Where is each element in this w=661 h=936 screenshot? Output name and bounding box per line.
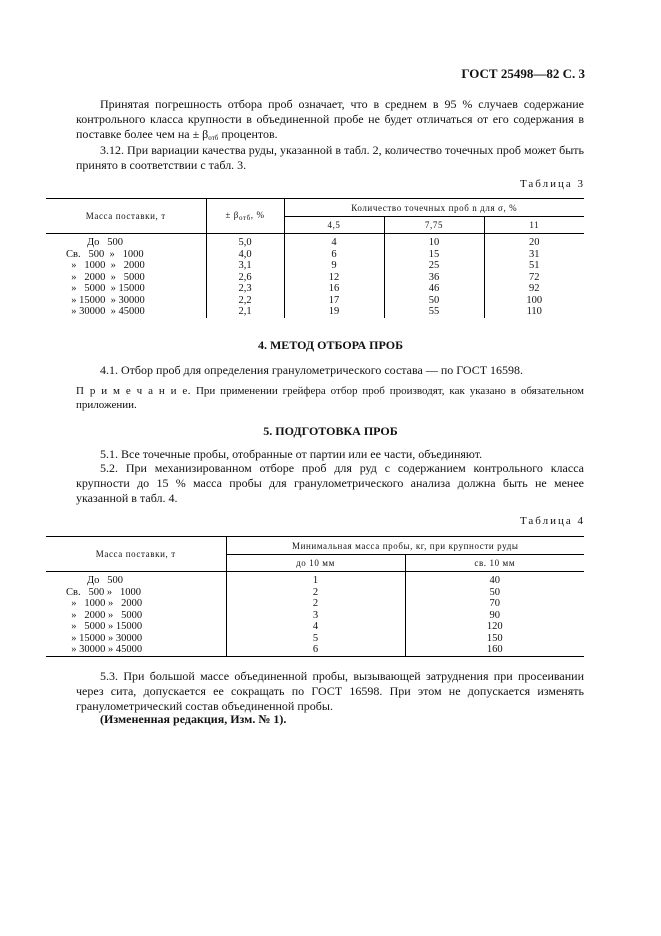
- table3-cell-value: 10: [384, 234, 484, 249]
- table-row: [46, 621, 584, 633]
- table3-cell-beta: 2,6: [206, 272, 284, 284]
- table3-cell-value: 19: [284, 306, 384, 318]
- table4-subheader: до 10 мм: [226, 555, 405, 572]
- table3-subheader: 11: [484, 217, 584, 234]
- table3-cell-mass: » 30000 » 45000: [46, 306, 206, 318]
- table4-cell-value: 2: [226, 587, 405, 599]
- table4-cell-value: 120: [486, 621, 503, 632]
- table3-cell-value: 72: [529, 271, 540, 283]
- table3-cell-value: 31: [529, 248, 540, 260]
- table-row: [46, 260, 584, 272]
- table4-cell-value: 50: [489, 586, 500, 598]
- table3-cell-mass: » 15000 » 30000: [46, 295, 206, 307]
- table-row: [46, 610, 584, 622]
- table3-subheader: 4,5: [284, 217, 384, 234]
- table4-cell-value: 70: [489, 598, 500, 609]
- paragraph-5-2: 5.2. При механизированном отборе проб для руд с содержанием контрольного класса крупности до 15 % масса пробы для гранулометрического анализа должна быть не менее указанной в табл. 4.: [76, 461, 584, 505]
- table-4: [46, 536, 584, 657]
- table3-cell-mass: » 1000 » 2000: [46, 260, 206, 272]
- table3-cell-value: 9: [284, 260, 384, 272]
- table3-cell-value: 15: [384, 249, 484, 261]
- page-header: ГОСТ 25498—82 С. 3: [461, 66, 585, 81]
- table-row: [46, 633, 584, 645]
- table-row: [46, 306, 584, 318]
- note-text: При применении грейфера отбор проб производят, как указано в обязательном приложении.: [76, 385, 585, 411]
- table4-cell-value: 150: [486, 632, 503, 644]
- table-row: [46, 572, 584, 587]
- section-5-heading: 5. ПОДГОТОВКА ПРОБ: [263, 424, 398, 438]
- table3-cell-beta: 5,0: [206, 234, 284, 249]
- table4-cell-value: 160: [405, 644, 584, 656]
- paragraph-5-1: 5.1. Все точечные пробы, отобранные от партии или ее части, объединяют.: [100, 447, 483, 461]
- table3-cell-value: 20: [529, 237, 540, 248]
- table3-cell-value: 50: [384, 295, 484, 307]
- paragraph-error-definition: Принятая погрешность отбора проб означает, что в среднем в 95 % случаев содержание контрольного класса крупности в объединенной пробе не будет отличаться от его содержания в поставке более чем на ± $\beta_{отб}$ процентов.: [76, 97, 584, 142]
- table4-cell-mass: » 5000 » 15000: [46, 621, 226, 633]
- table3-cell-value: 100: [526, 294, 543, 306]
- table4-subheader: св. 10 мм: [405, 555, 584, 572]
- table3-cell-value: 16: [284, 283, 384, 295]
- paragraph-4-1: 4.1. Отбор проб для определения гранулометрического состава — по ГОСТ 16598.: [100, 363, 524, 377]
- table-row: [46, 283, 584, 295]
- table-row: [46, 234, 584, 249]
- table3-header-beta: ± $\beta_{отб}$, %: [206, 199, 284, 234]
- table3-cell-beta: 2,3: [206, 283, 284, 295]
- table4-cell-mass: » 30000 » 45000: [46, 644, 226, 656]
- table4-cell-mass: До 500: [46, 572, 226, 587]
- table4-cell-value: 1: [226, 572, 405, 587]
- table3-cell-value: 12: [284, 272, 384, 284]
- table-row: [46, 587, 584, 599]
- table4-header-mass: Масса поставки, т: [46, 537, 226, 572]
- note-label: П р и м е ч а н и е.: [76, 385, 192, 397]
- table-row: [46, 644, 584, 656]
- table3-cell-value: 51: [529, 260, 540, 271]
- table3-cell-value: 6: [284, 249, 384, 261]
- table-row: [46, 272, 584, 284]
- table4-cell-value: 40: [489, 575, 500, 586]
- table3-cell-value: 46: [384, 283, 484, 295]
- table3-cell-mass: » 2000 » 5000: [46, 272, 206, 284]
- table3-cell-beta: 2,1: [206, 306, 284, 318]
- table4-caption: Таблица 4: [519, 515, 585, 527]
- table4-cell-mass: Св. 500 » 1000: [46, 587, 226, 599]
- table4-cell-value: 2: [226, 598, 405, 610]
- table3-cell-value: 17: [284, 295, 384, 307]
- table4-cell-mass: » 1000 » 2000: [46, 598, 226, 610]
- table3-cell-beta: 2,2: [206, 295, 284, 307]
- table3-cell-mass: » 5000 » 15000: [46, 283, 206, 295]
- table4-cell-mass: » 2000 » 5000: [46, 610, 226, 622]
- table4-cell-value: 4: [226, 621, 405, 633]
- table3-cell-value: 25: [384, 260, 484, 272]
- table4-cell-value: 5: [226, 633, 405, 645]
- table4-cell-mass: » 15000 » 30000: [46, 633, 226, 645]
- table3-cell-value: 4: [284, 234, 384, 249]
- paragraph-5-3: 5.3. При большой массе объединенной пробы, вызывающей затруднения при просеивании через сита, допускается ее сокращать по ГОСТ 16598. При этом не допускается изменять гранулометрический состав объединенной пробы.: [76, 669, 584, 713]
- table3-cell-value: 55: [384, 306, 484, 318]
- table-row: [46, 598, 584, 610]
- table3-header-mass: Масса поставки, т: [46, 199, 206, 234]
- table-3: [46, 198, 584, 318]
- table3-caption: Таблица 3: [519, 178, 585, 190]
- section-4-heading: 4. МЕТОД ОТБОРА ПРОБ: [257, 338, 403, 352]
- table-row: [46, 249, 584, 261]
- table3-cell-value: 92: [529, 283, 540, 294]
- note: [76, 384, 584, 412]
- table4-cell-value: 90: [489, 609, 500, 621]
- table3-cell-value: 36: [384, 272, 484, 284]
- table3-header-count: Количество точечных проб n для σ, %: [284, 199, 584, 217]
- paragraph-3-12: 3.12. При вариации качества руды, указанной в табл. 2, количество точечных проб может быть принято в соответствии с табл. 3.: [76, 143, 584, 172]
- table4-header-group: Минимальная масса пробы, кг, при крупности руды: [226, 537, 584, 555]
- table4-cell-value: 3: [226, 610, 405, 622]
- table3-cell-beta: 4,0: [206, 249, 284, 261]
- table3-cell-mass: Св. 500 » 1000: [46, 249, 206, 261]
- amendment-note: (Измененная редакция, Изм. № 1).: [100, 712, 287, 726]
- table3-subheader: 7,75: [384, 217, 484, 234]
- table-row: [46, 295, 584, 307]
- table3-cell-value: 110: [526, 306, 542, 317]
- table4-cell-value: 6: [226, 644, 405, 656]
- table3-cell-beta: 3,1: [206, 260, 284, 272]
- table3-cell-mass: До 500: [46, 234, 206, 249]
